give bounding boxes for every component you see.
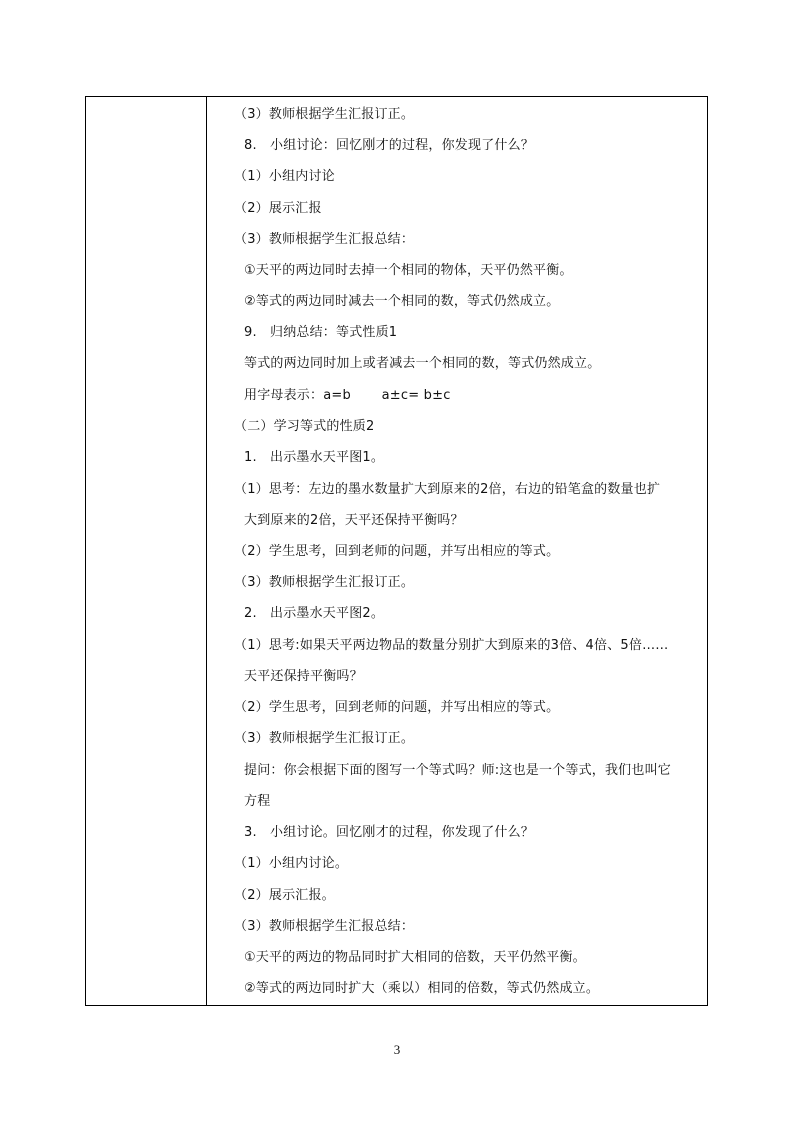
line-11: （二）学习等式的性质2 — [234, 419, 375, 434]
page-number: 3 — [393, 1042, 401, 1057]
line-25: （1）小组内讨论。 — [234, 856, 349, 871]
line-06: ①天平的两边同时去掉一个相同的物体，天平仍然平衡。 — [244, 263, 573, 278]
line-13: （1）思考：左边的墨水数量扩大到原来的2倍，右边的铅笔盒的数量也扩 — [234, 482, 661, 497]
line-02: 8. 小组讨论：回忆刚才的过程，你发现了什么？ — [244, 138, 535, 153]
line-12: 1. 出示墨水天平图1。 — [244, 450, 385, 465]
line-26: （2）展示汇报。 — [234, 888, 335, 903]
line-24: 3. 小组讨论。回忆刚才的过程，你发现了什么？ — [244, 825, 535, 840]
line-14: 大到原来的2倍，天平还保持平衡吗？ — [244, 513, 464, 528]
lesson-table — [85, 96, 708, 1006]
line-01: （3）教师根据学生汇报订正。 — [234, 107, 415, 122]
line-15: （2）学生思考，回到老师的问题，并写出相应的等式。 — [234, 544, 560, 559]
line-16: （3）教师根据学生汇报订正。 — [234, 575, 415, 590]
line-18: （1）思考:如果天平两边物品的数量分别扩大到原来的3倍、4倍、5倍…… — [234, 638, 669, 653]
line-29: ②等式的两边同时扩大（乘以）相同的倍数，等式仍然成立。 — [244, 981, 600, 996]
line-27: （3）教师根据学生汇报总结： — [234, 919, 415, 934]
line-21: （3）教师根据学生汇报订正。 — [234, 731, 415, 746]
line-08: 9. 归纳总结：等式性质1 — [244, 325, 398, 340]
line-04: （2）展示汇报 — [234, 201, 322, 216]
line-20: （2）学生思考，回到老师的问题，并写出相应的等式。 — [234, 700, 560, 715]
line-09: 等式的两边同时加上或者减去一个相同的数，等式仍然成立。 — [244, 356, 601, 371]
line-22: 提问：你会根据下面的图写一个等式吗？师:这也是一个等式，我们也叫它 — [244, 763, 671, 778]
line-07: ②等式的两边同时减去一个相同的数，等式仍然成立。 — [244, 294, 560, 309]
line-10: 用字母表示：a=b a±c= b±c — [244, 388, 451, 403]
lesson-content-cell — [208, 97, 707, 1005]
line-28: ①天平的两边的物品同时扩大相同的倍数，天平仍然平衡。 — [244, 950, 586, 965]
line-05: （3）教师根据学生汇报总结： — [234, 232, 415, 247]
line-19: 天平还保持平衡吗？ — [244, 669, 363, 684]
line-03: （1）小组内讨论 — [234, 169, 335, 184]
line-17: 2. 出示墨水天平图2。 — [244, 606, 385, 621]
left-column-cell — [86, 97, 207, 1005]
line-23: 方程 — [244, 794, 271, 809]
